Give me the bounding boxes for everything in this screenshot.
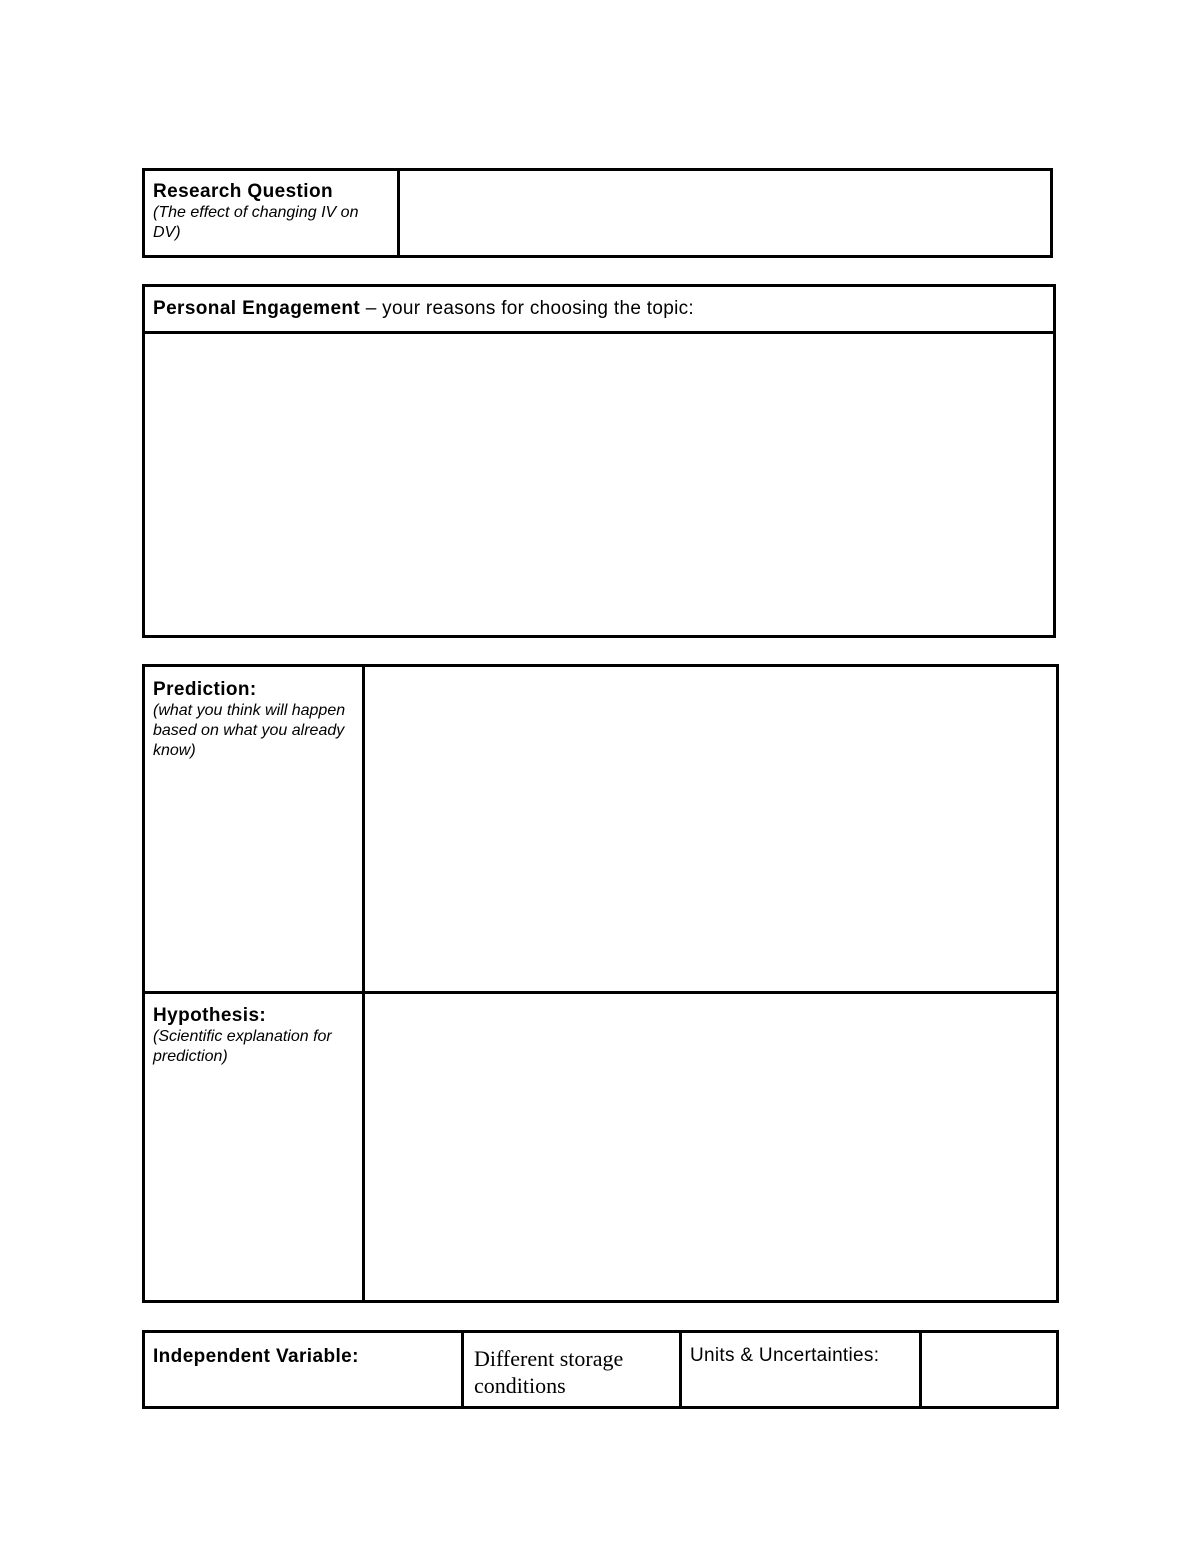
units-uncertainties-value-field[interactable]	[925, 1345, 1055, 1395]
prediction-label: Prediction:	[153, 679, 257, 700]
personal-engagement-prompt: – your reasons for choosing the topic:	[360, 298, 694, 319]
research-question-label: Research Question	[153, 181, 333, 202]
hypothesis-label-cell	[153, 1005, 358, 1067]
personal-engagement-answer-field[interactable]	[145, 334, 1053, 635]
personal-engagement-label: Personal Engagement	[153, 298, 361, 319]
prediction-label-cell	[153, 679, 358, 761]
column-divider	[919, 1333, 922, 1406]
independent-variable-label: Independent Variable:	[153, 1346, 359, 1367]
column-divider	[362, 667, 365, 1300]
research-question-table	[142, 168, 1053, 258]
hypothesis-answer-field[interactable]	[368, 994, 1056, 1300]
column-divider	[679, 1333, 682, 1406]
prediction-answer-field[interactable]	[368, 667, 1056, 991]
hypothesis-hint: (Scientific explanation for prediction)	[153, 1028, 332, 1065]
research-question-label-cell	[153, 181, 388, 243]
research-question-answer-field[interactable]	[403, 171, 1048, 255]
column-divider	[461, 1333, 464, 1406]
prediction-hypothesis-table	[142, 664, 1059, 1303]
independent-variable-table	[142, 1330, 1059, 1409]
prediction-hint: (what you think will happen based on what you already know)	[153, 702, 346, 759]
research-question-hint: (The effect of changing IV on DV)	[153, 204, 359, 241]
independent-variable-label-cell	[153, 1346, 453, 1368]
units-uncertainties-label: Units & Uncertainties:	[690, 1345, 880, 1366]
column-divider	[397, 171, 400, 255]
hypothesis-label: Hypothesis:	[153, 1005, 267, 1026]
independent-variable-value[interactable]: Different storage conditions	[474, 1346, 624, 1398]
personal-engagement-header	[153, 298, 1043, 320]
personal-engagement-table	[142, 284, 1056, 638]
